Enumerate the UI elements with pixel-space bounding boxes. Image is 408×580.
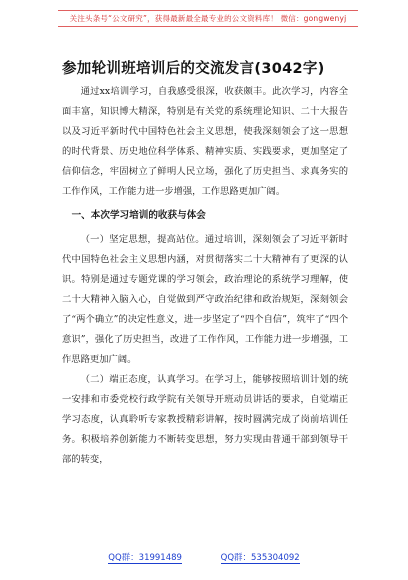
section-heading: 一、本次学习培训的收获与体会 — [71, 210, 206, 221]
section-paragraph-2: （二）端正态度，认真学习。在学习上，能够按照培训计划的统一安排和市委党校行政学院有关领导开班动员讲话的要求，自觉端正学习态度，认真聆听专家教授精彩讲解，按时圆满完成了岗前培训任务。积极培养创新能力不断转变思想，努力实现由普通干部到领导干部的转变， — [62, 374, 348, 465]
qq-group-right-link[interactable]: QQ群：535304092 — [220, 553, 300, 563]
document-title: 参加轮训班培训后的交流发言(3042字) — [62, 61, 325, 77]
header-banner: 关注头条号“公文研究”，获得最新最全最专业的公文资料库！ 微信：gongwenyj — [58, 10, 358, 27]
footer-contact — [0, 551, 408, 564]
intro-paragraph: 通过xx培训学习，自我感受很深，收获颇丰。此次学习，内容全面丰富，知识博大精深，特别是有关党的系统理论知识、二十大报告以及习近平新时代中国特色社会主义思想，使我深刻领会了这一思想的时代背景、历史地位科学体系、精神实质、实践要求，更加坚定了信仰信念，牢固树立了鲜明人民立场，强化了历史担当、求真务实的工作作风，工作能力进一步增强，工作思路更加广阔。 — [62, 86, 348, 197]
document-body — [62, 82, 348, 470]
section-paragraph-1: （一）坚定思想，提高站位。通过培训，深刻领会了习近平新时代中国特色社会主义思想内涵，对贯彻落实二十大精神有了更深的认识。特别是通过专题党课的学习领会，政治理论的系统学习理解，使二十大精神入脑入心，自觉做到严守政治纪律和政治规矩，深刻领会了“两个确立”的决定性意义，进一步坚定了“四个自信”，筑牢了“四个意识”，强化了历史担当，改进了工作作风，工作能力进一步增强，工作思路更加广阔。 — [62, 234, 348, 365]
qq-group-left-link[interactable]: QQ群：31991489 — [108, 553, 182, 563]
